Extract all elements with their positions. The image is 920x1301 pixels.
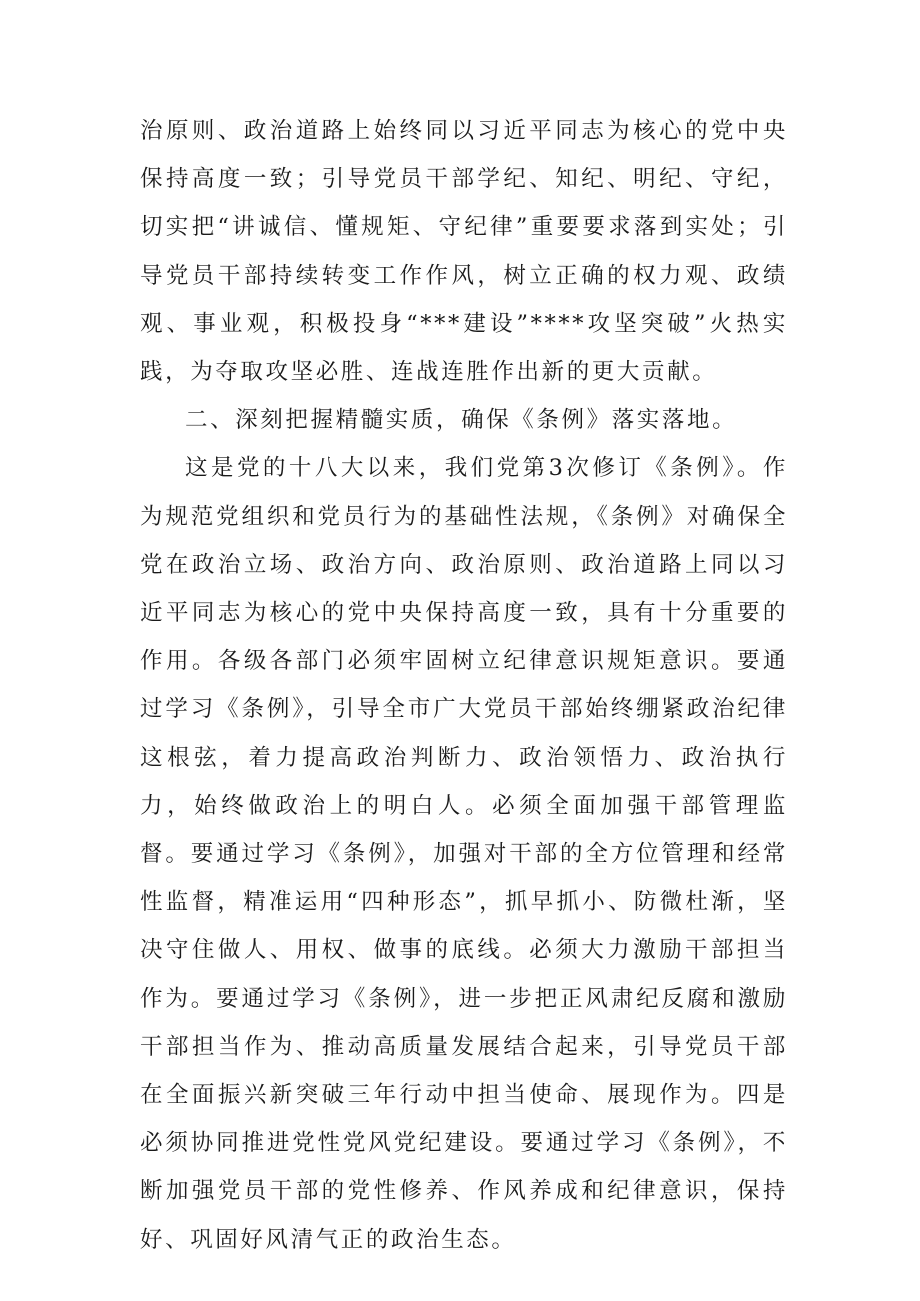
paragraph-regulation-revision: 这是党的十八大以来，我们党第3次修订《条例》。作为规范党组织和党员行为的基础性法规，《条例》对确保全党在政治立场、政治方向、政治原则、政治道路上同以习近平同志为核心的党中央保持高度一致，具有十分重要的作用。各级各部门必须牢固树立纪律意识规矩意识。要通过学习《条例》，引导全市广大党员干部始终绷紧政治纪律这根弦，着力提高政治判断力、政治领悟力、政治执行力，始终做政治上的明白人。必须全面加强干部管理监督。要通过学习《条例》，加强对干部的全方位管理和经常性监督，精准运用“四种形态”，抓早抓小、防微杜渐，坚决守住做人、用权、做事的底线。必须大力激励干部担当作为。要通过学习《条例》，进一步把正风肃纪反腐和激励干部担当作为、推动高质量发展结合起来，引导党员干部在全面振兴新突破三年行动中担当使命、展现作为。四是必须协同推进党性党风党纪建设。要通过学习《条例》，不断加强党员干部的党性修养、作风养成和纪律意识，保持好、巩固好风清气正的政治生态。 — [140, 455, 788, 1253]
section-heading-two: 二、深刻把握精髓实质，确保《条例》落实落地。 — [185, 407, 738, 434]
document-body — [140, 107, 788, 1264]
paragraph-continuation: 治原则、政治道路上始终同以习近平同志为核心的党中央保持高度一致；引导党员干部学纪、知纪、明纪、守纪，切实把“讲诚信、懂规矩、守纪律”重要要求落到实处；引导党员干部持续转变工作作风，树立正确的权力观、政绩观、事业观，积极投身“***建设”****攻坚突破”火热实践，为夺取攻坚必胜、连战连胜作出新的更大贡献。 — [140, 118, 788, 386]
